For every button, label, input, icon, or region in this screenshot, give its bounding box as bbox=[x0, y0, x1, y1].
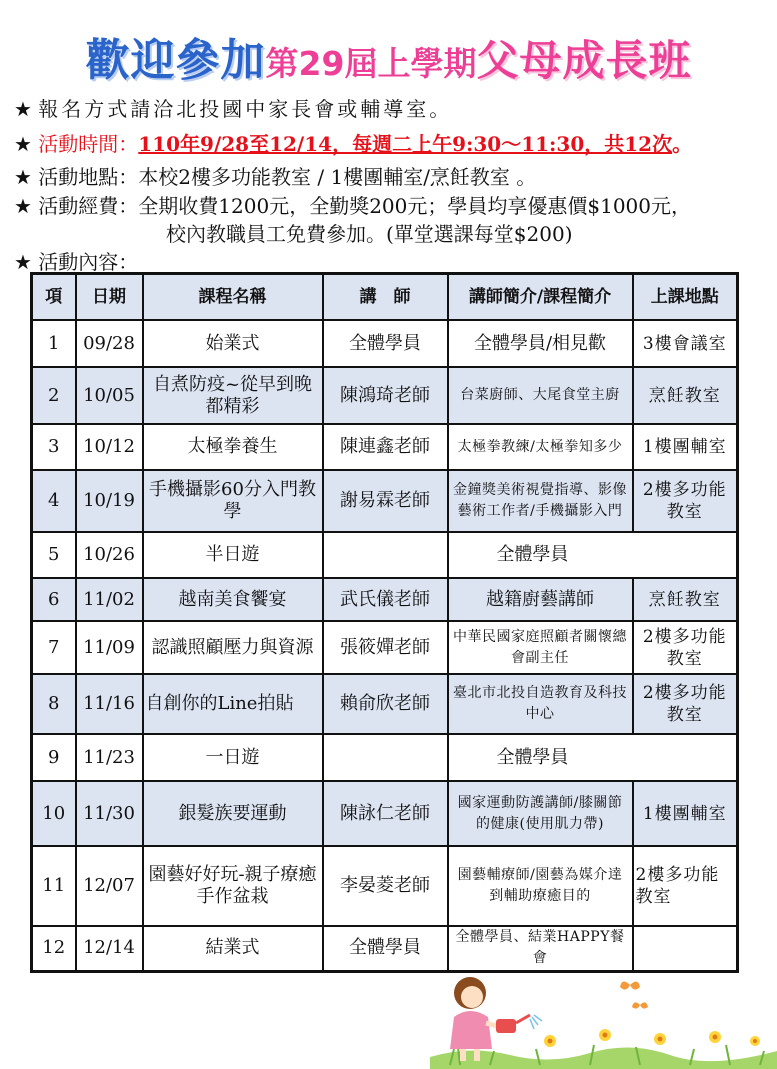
row-date: 11/23 bbox=[76, 734, 143, 781]
row-date: 11/02 bbox=[76, 578, 143, 621]
watering-can-icon bbox=[496, 1015, 542, 1033]
row-teacher: 陳鴻琦老師 bbox=[323, 367, 448, 424]
row-teacher: 陳詠仁老師 bbox=[323, 781, 448, 846]
girl-watering-flowers-illustration bbox=[430, 965, 777, 1069]
row-teacher bbox=[323, 734, 448, 781]
row-date: 10/05 bbox=[76, 367, 143, 424]
row-intro: 全體學員 bbox=[448, 734, 738, 781]
row-course: 自創你的Line拍貼 bbox=[143, 674, 323, 734]
fee-line2: 校內教職員工免費參加。(單堂選課每堂$200) bbox=[166, 222, 573, 246]
row-date: 11/30 bbox=[76, 781, 143, 846]
row-course: 始業式 bbox=[143, 320, 323, 367]
butterfly-icon bbox=[620, 981, 648, 1008]
time-tail: 。 bbox=[672, 132, 693, 156]
place-value: 本校2樓多功能教室 / 1樓團輔室/烹飪教室 。 bbox=[138, 165, 537, 189]
register-tail: 。 bbox=[429, 97, 450, 121]
girl-icon bbox=[450, 977, 500, 1061]
row-no: 3 bbox=[32, 424, 76, 470]
row-date: 10/19 bbox=[76, 470, 143, 532]
row-no: 8 bbox=[32, 674, 76, 734]
info-register bbox=[14, 96, 449, 122]
row-date: 09/28 bbox=[76, 320, 143, 367]
row-course: 手機攝影60分入門教學 bbox=[143, 470, 323, 532]
row-date: 10/12 bbox=[76, 424, 143, 470]
row-intro: 全體學員/相見歡 bbox=[448, 320, 633, 367]
row-intro: 金鐘獎美術視覺指導、影像藝術工作者/手機攝影入門 bbox=[448, 470, 633, 532]
row-place: 2樓多功能教室 bbox=[633, 621, 738, 674]
row-date: 12/14 bbox=[76, 926, 143, 971]
row-course: 銀髮族要運動 bbox=[143, 781, 323, 846]
row-no: 6 bbox=[32, 578, 76, 621]
row-no: 1 bbox=[32, 320, 76, 367]
row-intro: 全體學員 bbox=[448, 532, 738, 578]
schedule-table bbox=[30, 272, 739, 973]
title-class-name: 父母成長班 bbox=[476, 36, 692, 85]
header-place: 上課地點 bbox=[633, 274, 738, 321]
row-course: 園藝好好玩-親子療癒手作盆栽 bbox=[143, 846, 323, 926]
row-intro: 園藝輔療師/園藝為媒介達到輔助療癒目的 bbox=[448, 846, 633, 926]
row-teacher: 張筱嬋老師 bbox=[323, 621, 448, 674]
title-term: 第29屆上學期 bbox=[265, 44, 477, 83]
row-course: 認識照顧壓力與資源 bbox=[143, 621, 323, 674]
fee-label: 活動經費： bbox=[38, 194, 139, 218]
flower-icon bbox=[544, 1029, 760, 1047]
star-icon: ★ bbox=[14, 132, 32, 156]
title-welcome: 歡迎參加 bbox=[85, 35, 266, 86]
star-icon: ★ bbox=[14, 165, 32, 189]
table-row bbox=[32, 470, 738, 532]
info-fee bbox=[14, 193, 691, 219]
row-course: 結業式 bbox=[143, 926, 323, 971]
content-label: 活動內容： bbox=[38, 250, 139, 274]
header-teacher: 講 師 bbox=[323, 274, 448, 321]
row-date: 10/26 bbox=[76, 532, 143, 578]
row-no: 4 bbox=[32, 470, 76, 532]
table-row bbox=[32, 532, 738, 578]
row-place: 1樓團輔室 bbox=[633, 424, 738, 470]
table-header-row bbox=[32, 274, 738, 321]
time-label: 活動時間： bbox=[38, 132, 139, 156]
row-no: 10 bbox=[32, 781, 76, 846]
register-text: 報名方式請洽北投國中家長會或輔導室 bbox=[38, 97, 430, 121]
page-title bbox=[0, 24, 777, 88]
row-intro: 越籍廚藝講師 bbox=[448, 578, 633, 621]
row-place: 1樓團輔室 bbox=[633, 781, 738, 846]
row-no: 9 bbox=[32, 734, 76, 781]
place-label: 活動地點： bbox=[38, 165, 139, 189]
row-teacher: 全體學員 bbox=[323, 926, 448, 971]
row-no: 11 bbox=[32, 846, 76, 926]
row-course: 越南美食饗宴 bbox=[143, 578, 323, 621]
row-date: 11/16 bbox=[76, 674, 143, 734]
info-place bbox=[14, 164, 536, 190]
row-place: 烹飪教室 bbox=[633, 578, 738, 621]
row-course: 自煮防疫~從早到晚都精彩 bbox=[143, 367, 323, 424]
row-teacher: 武氏儀老師 bbox=[323, 578, 448, 621]
row-place: 2樓多功能教室 bbox=[633, 674, 738, 734]
row-place: 3樓會議室 bbox=[633, 320, 738, 367]
table-row bbox=[32, 320, 738, 367]
header-course: 課程名稱 bbox=[143, 274, 323, 321]
table-row bbox=[32, 424, 738, 470]
row-intro: 全體學員、結業HAPPY餐會 bbox=[448, 926, 633, 971]
row-date: 11/09 bbox=[76, 621, 143, 674]
row-no: 7 bbox=[32, 621, 76, 674]
header-intro: 講師簡介/課程簡介 bbox=[448, 274, 633, 321]
row-intro: 國家運動防護講師/膝關節的健康(使用肌力帶) bbox=[448, 781, 633, 846]
table-row bbox=[32, 674, 738, 734]
row-teacher bbox=[323, 532, 448, 578]
row-intro: 台菜廚師、大尾食堂主廚 bbox=[448, 367, 633, 424]
table-row bbox=[32, 578, 738, 621]
star-icon: ★ bbox=[14, 194, 32, 218]
info-time bbox=[14, 131, 692, 157]
table-row bbox=[32, 846, 738, 926]
star-icon: ★ bbox=[14, 250, 32, 274]
row-course: 一日遊 bbox=[143, 734, 323, 781]
table-row bbox=[32, 781, 738, 846]
row-course: 太極拳養生 bbox=[143, 424, 323, 470]
table-row bbox=[32, 367, 738, 424]
row-teacher: 李晏菱老師 bbox=[323, 846, 448, 926]
time-value: 110年9/28至12/14，每週二上午9:30～11:30，共12次 bbox=[138, 132, 673, 156]
fee-value: 全期收費1200元，全勤獎200元；學員均享優惠價$1000元， bbox=[138, 194, 691, 218]
row-no: 5 bbox=[32, 532, 76, 578]
row-place: 烹飪教室 bbox=[633, 367, 738, 424]
star-icon: ★ bbox=[14, 97, 32, 121]
table-row bbox=[32, 734, 738, 781]
row-teacher: 賴俞欣老師 bbox=[323, 674, 448, 734]
row-course: 半日遊 bbox=[143, 532, 323, 578]
row-teacher: 陳連鑫老師 bbox=[323, 424, 448, 470]
row-place: 2樓多功能教室 bbox=[633, 846, 738, 926]
row-intro: 中華民國家庭照顧者關懷總會副主任 bbox=[448, 621, 633, 674]
row-place: 2樓多功能教室 bbox=[633, 470, 738, 532]
row-date: 12/07 bbox=[76, 846, 143, 926]
header-date: 日期 bbox=[76, 274, 143, 321]
row-teacher: 全體學員 bbox=[323, 320, 448, 367]
row-intro: 臺北市北投自造教育及科技中心 bbox=[448, 674, 633, 734]
header-no: 項 bbox=[32, 274, 76, 321]
table-row bbox=[32, 621, 738, 674]
row-intro: 太極拳教練/太極拳知多少 bbox=[448, 424, 633, 470]
row-teacher: 謝易霖老師 bbox=[323, 470, 448, 532]
row-no: 12 bbox=[32, 926, 76, 971]
row-no: 2 bbox=[32, 367, 76, 424]
